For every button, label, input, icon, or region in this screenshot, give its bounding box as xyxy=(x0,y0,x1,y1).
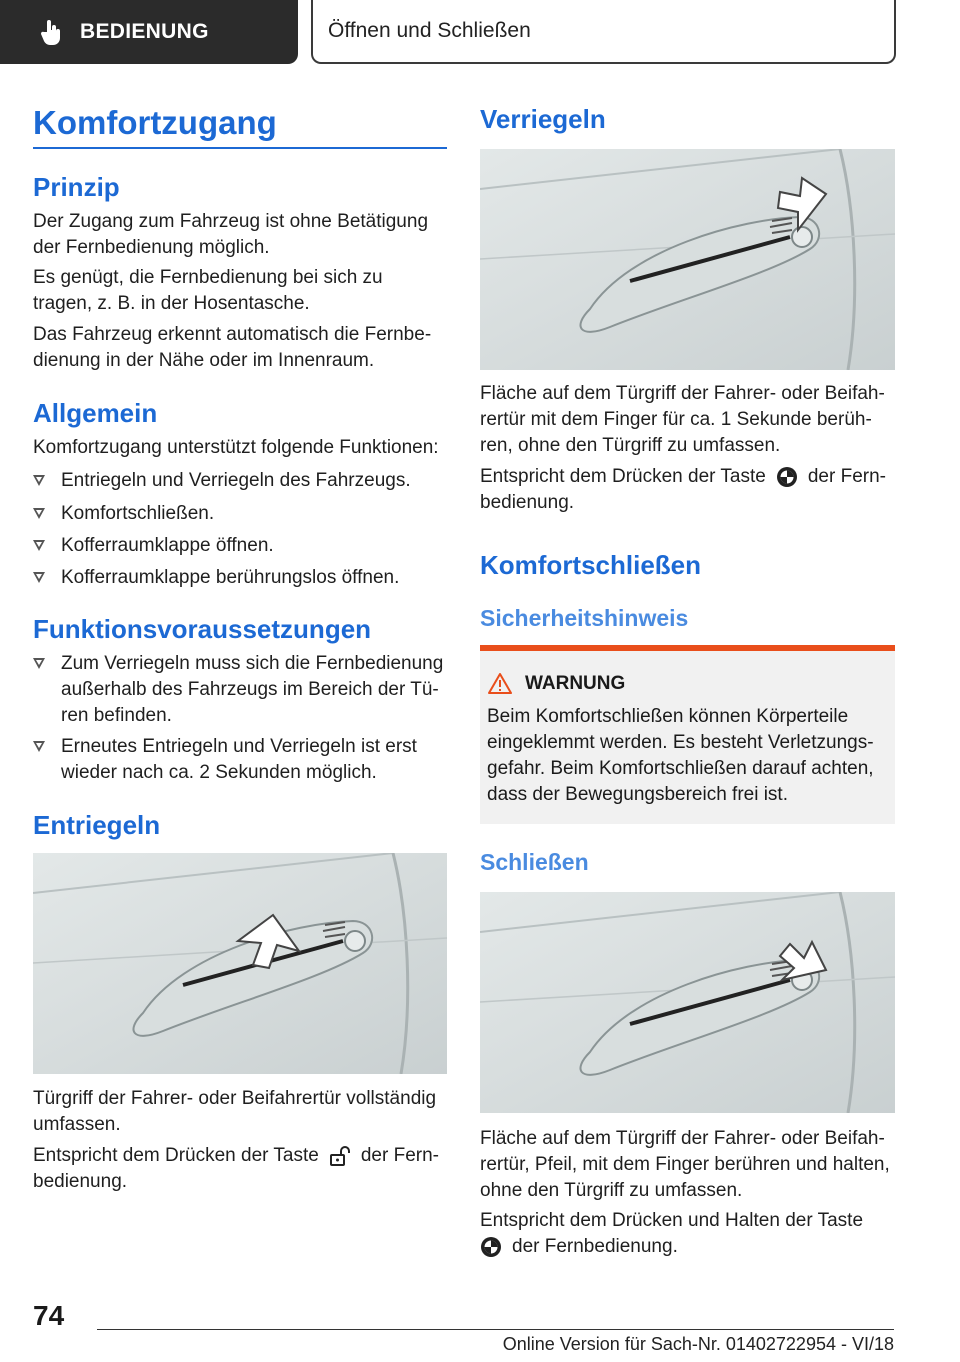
verriegeln-p2: Entspricht dem Drücken der Taste der Fern- bedienung. xyxy=(480,466,886,513)
page-title: Komfortzugang xyxy=(33,104,277,141)
list-item: Zum Verriegeln muss sich die Fernbedienung außerhalb des Fahrzeugs im Bereich der Tü-ren befinden. xyxy=(33,651,447,729)
warning-box xyxy=(480,645,895,824)
heading-schliessen: Schließen xyxy=(480,849,589,875)
chapter-tab xyxy=(311,0,896,64)
bmw-logo-icon xyxy=(480,1236,502,1258)
schliessen-p2: Entspricht dem Drücken und Halten der Taste der Fernbedienung. xyxy=(480,1210,864,1257)
heading-funktionsvoraussetzungen: Funktionsvoraussetzungen xyxy=(33,614,372,644)
unlock-icon xyxy=(329,1145,351,1167)
heading-sicherheitshinweis: Sicherheitshinweis xyxy=(480,605,689,631)
door-handle-image-entriegeln xyxy=(33,853,447,1074)
warning-title: WARNUNG xyxy=(525,673,626,694)
prinzip-p1: Der Zugang zum Fahrzeug ist ohne Betätigung der Fernbedienung möglich. xyxy=(33,211,429,258)
entriegeln-p2: Entspricht dem Drücken der Taste der Fern- bedienung. xyxy=(33,1145,439,1192)
warning-text: Beim Komfortschließen können Körperteile eingeklemmt werden. Es besteht Verletzungs-gefahr. Beim Komfortschließen darauf achten, dass der Bewegungsbereich frei ist. xyxy=(487,706,874,805)
prinzip-p3: Das Fahrzeug erkennt automatisch die Fernbe-dienung in der Nähe oder im Innenraum. xyxy=(33,324,432,371)
entriegeln-p1: Türgriff der Fahrer- oder Beifahrertür vollständig umfassen. xyxy=(33,1088,437,1135)
heading-allgemein: Allgemein xyxy=(33,398,158,428)
door-handle-image-schliessen xyxy=(480,892,895,1113)
warning-triangle-icon xyxy=(488,672,512,694)
warning-bar xyxy=(480,645,895,651)
hand-touch-icon xyxy=(38,18,64,46)
bmw-logo-icon xyxy=(776,466,798,488)
prinzip-p2: Es genügt, die Fernbedienung bei sich zu tragen, z. B. in der Hosentasche. xyxy=(33,267,383,314)
list-item: Erneutes Entriegeln und Verriegeln ist erst wieder nach ca. 2 Sekunden möglich. xyxy=(33,734,447,786)
footer-text: Online Version für Sach-Nr. 01402722954 - VI/18 xyxy=(502,1334,894,1354)
section-title: BEDIENUNG xyxy=(80,20,209,43)
chapter-title: Öffnen und Schließen xyxy=(328,19,531,42)
title-rule xyxy=(33,147,447,149)
allgemein-intro: Komfortzugang unterstützt folgende Funktionen: xyxy=(33,437,439,458)
heading-prinzip: Prinzip xyxy=(33,172,120,202)
door-handle-image-verriegeln xyxy=(480,149,895,370)
heading-verriegeln: Verriegeln xyxy=(480,104,606,134)
section-tab xyxy=(0,0,298,64)
list-item: Kofferraumklappe öffnen. xyxy=(33,533,447,559)
footer-rule xyxy=(97,1329,894,1330)
list-item: Kofferraumklappe berührungslos öffnen. xyxy=(33,565,447,591)
page-number: 74 xyxy=(33,1300,65,1331)
heading-komfortschliessen: Komfortschließen xyxy=(480,550,702,580)
verriegeln-p1: Fläche auf dem Türgriff der Fahrer- oder Beifah-rertür mit dem Finger für ca. 1 Sekunde berüh-ren, ohne den Türgriff zu umfassen. xyxy=(480,383,885,456)
heading-entriegeln: Entriegeln xyxy=(33,810,161,840)
list-item: Komfortschließen. xyxy=(33,501,447,527)
list-item: Entriegeln und Verriegeln des Fahrzeugs. xyxy=(33,468,447,494)
schliessen-p1: Fläche auf dem Türgriff der Fahrer- oder Beifah-rertür, Pfeil, mit dem Finger berühren und halten, ohne den Türgriff zu umfassen. xyxy=(480,1128,890,1201)
